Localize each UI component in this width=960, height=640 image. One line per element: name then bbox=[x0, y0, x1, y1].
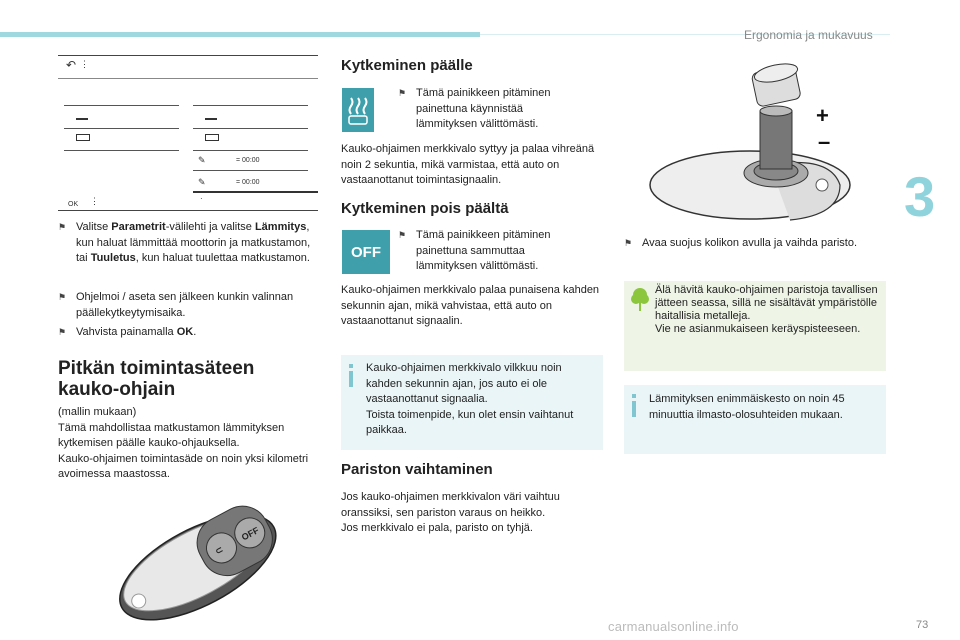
remote-control-illustration bbox=[105, 500, 285, 624]
eco-warning-text: Älä hävitä kauko-ohjaimen paristoja tavallisen jätteen seassa, sillä ne sisältävät ympäristölle haitallisia metalleja. bbox=[655, 284, 878, 322]
bullet-marker-icon: ⚑ bbox=[398, 230, 407, 240]
info-signal-text: Kauko-ohjaimen merkkivalo vilkkuu noin kahden sekunnin ajan, jos auto ei ole vastaanottanut signaalia. bbox=[366, 362, 562, 405]
edit-pencil-icon: ✎ bbox=[198, 177, 206, 187]
tile-icon bbox=[205, 134, 219, 141]
header-accent-bar bbox=[0, 32, 480, 37]
info-icon bbox=[632, 394, 636, 398]
more-options-icon: ⋮ bbox=[80, 59, 89, 69]
svg-text:–: – bbox=[818, 129, 831, 154]
turn-off-instruction: ⚑ Tämä painikkeen pitäminen painettuna sammuttaa lämmityksen välittömästi. bbox=[398, 229, 551, 272]
page-number: 73 bbox=[916, 619, 929, 631]
heater-icon bbox=[342, 88, 374, 132]
instruction-select-tab: ⚑ Valitse Parametrit-välilehti ja valitse Lämmitys, kun haluat lämmittää moottorin ja matkustamon, tai Tuuletus, kun haluat tuulettaa matkustamon. bbox=[58, 221, 311, 264]
minus-icon bbox=[205, 118, 217, 120]
turn-off-description: Kauko-ohjaimen merkkivalo palaa punaisena kahden sekunnin ajan, mikä vahvistaa, että auto on vastaanottanut signaalin. bbox=[341, 284, 600, 327]
section-title: Ergonomia ja mukavuus bbox=[744, 28, 873, 42]
info-box-signal bbox=[341, 355, 603, 450]
edit-pencil-icon: ✎ bbox=[198, 155, 206, 165]
touchscreen-illustration bbox=[58, 55, 318, 211]
section-heading-battery: Pariston vaihtaminen bbox=[341, 461, 493, 478]
minus-icon bbox=[76, 118, 88, 120]
chapter-number: 3 bbox=[904, 165, 936, 228]
turn-on-instruction: ⚑ Tämä painikkeen pitäminen painettuna käynnistää lämmityksen välittömästi. bbox=[398, 87, 551, 130]
tree-icon bbox=[631, 287, 649, 313]
info-duration-text: Lämmityksen enimmäiskesto on noin 45 minuuttia ilmasto-olosuhteiden mukaan. bbox=[649, 393, 845, 421]
section-heading-long-range-remote: Pitkän toimintasäteen kauko-ohjain bbox=[58, 358, 255, 400]
off-button-icon: OFF bbox=[342, 230, 390, 274]
dot-indicator: · bbox=[200, 194, 203, 203]
svg-text:+: + bbox=[816, 103, 829, 128]
instruction-confirm-ok: ⚑ Vahvista painamalla OK. bbox=[58, 325, 320, 341]
svg-text:OFF: OFF bbox=[239, 525, 261, 543]
instruction-program-time: ⚑ Ohjelmoi / aseta sen jälkeen kunkin valinnan päällekytkeytymisaika. bbox=[58, 291, 294, 319]
bullet-marker-icon: ⚑ bbox=[398, 88, 407, 98]
watermark: carmanualsonline.info bbox=[608, 619, 739, 634]
section-heading-turn-off: Kytkeminen pois päältä bbox=[341, 200, 509, 217]
bullet-marker-icon: ⚑ bbox=[58, 292, 67, 302]
info-retry-text: Toista toimenpide, kun olet ensin vaihtanut paikkaa. bbox=[366, 408, 574, 436]
info-box-duration bbox=[624, 385, 886, 454]
battery-description: Jos kauko-ohjaimen merkkivalon väri vaihtuu oranssiksi, sen pariston varaus on heikko. Jos merkkivalo ei pala, paristo on tyhjä. bbox=[341, 491, 560, 534]
back-arrow-icon: ↶ bbox=[66, 58, 77, 72]
more-options-icon: ⋮ bbox=[90, 196, 99, 206]
svg-text:⊂: ⊂ bbox=[213, 544, 225, 557]
long-range-remote-description: (mallin mukaan) Tämä mahdollistaa matkustamon lämmityksen kytkemisen päälle kauko-ohjauksella. Kauko-ohjaimen toimintasäde on noin yksi kilometri avoimessa maastossa. bbox=[58, 406, 309, 480]
battery-replacement-illustration bbox=[640, 55, 860, 225]
section-heading-turn-on: Kytkeminen päälle bbox=[341, 57, 473, 74]
info-icon bbox=[349, 364, 353, 368]
bullet-marker-icon: ⚑ bbox=[58, 327, 67, 337]
eco-recycle-text: Vie ne asianmukaiseen keräyspisteeseen. bbox=[655, 323, 861, 335]
tile-icon bbox=[76, 134, 90, 141]
heating-on-button-icon bbox=[342, 88, 374, 132]
battery-replace-instruction: ⚑ Avaa suojus kolikon avulla ja vaihda paristo. bbox=[624, 236, 886, 252]
timer-value-2: = 00:00 bbox=[236, 179, 260, 186]
ok-label: OK bbox=[68, 201, 79, 208]
environment-notice-box bbox=[624, 281, 886, 371]
timer-value-1: = 00:00 bbox=[236, 157, 260, 164]
bullet-marker-icon: ⚑ bbox=[58, 222, 67, 232]
turn-on-description: Kauko-ohjaimen merkkivalo syttyy ja palaa vihreänä noin 2 sekuntia, mikä varmistaa, että auto on vastaanottanut toimintasignaalin. bbox=[341, 143, 595, 186]
bullet-marker-icon: ⚑ bbox=[624, 238, 633, 248]
